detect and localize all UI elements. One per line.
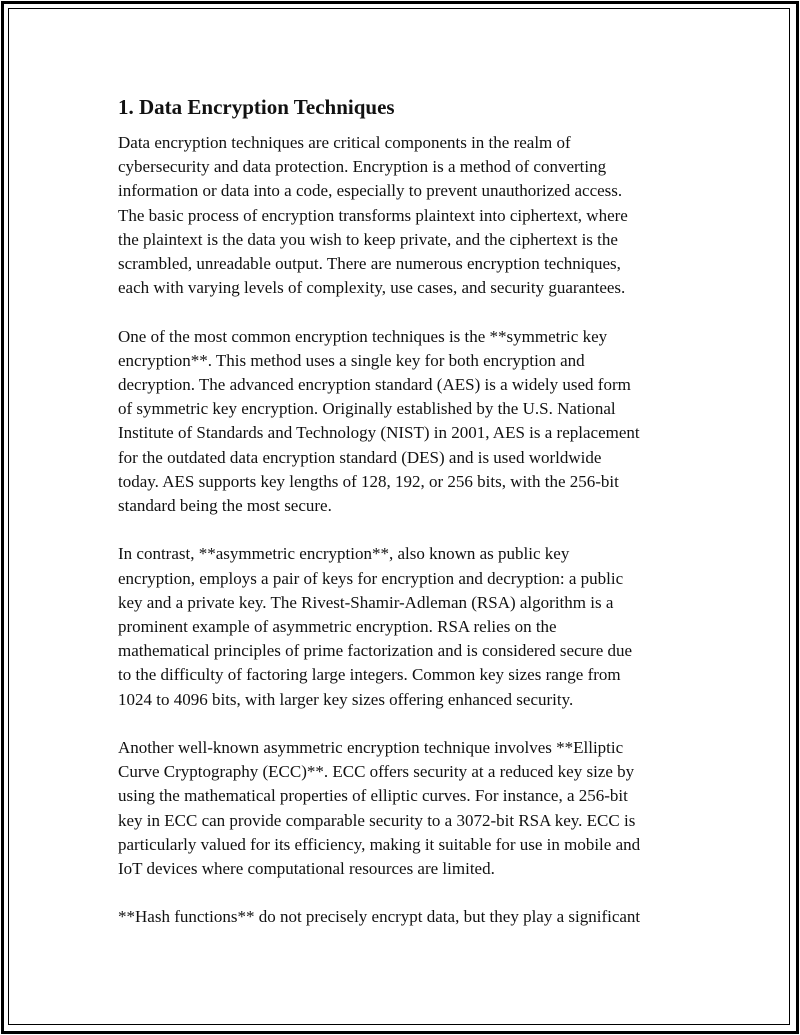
text-line: encryption, employs a pair of keys for encryption and decryption: a public [118, 568, 624, 588]
text-line: standard being the most secure. [118, 496, 332, 516]
text-line: the plaintext is the data you wish to keep private, and the ciphertext is the [118, 229, 618, 249]
text-line: today. AES supports key lengths of 128, 192, or 256 bits, with the 256-bit [118, 471, 619, 491]
text-line: each with varying levels of complexity, use cases, and security guarantees. [118, 278, 626, 298]
text-line: The basic process of encryption transforms plaintext into ciphertext, where [118, 205, 628, 225]
text-line: prominent example of asymmetric encryption. RSA relies on the [118, 617, 557, 637]
paragraph-ecc [118, 736, 698, 881]
text-line: Institute of Standards and Technology (NIST) in 2001, AES is a replacement [118, 423, 640, 443]
text-line: scrambled, unreadable output. There are numerous encryption techniques, [118, 254, 621, 274]
text-line: encryption**. This method uses a single key for both encryption and [118, 350, 585, 370]
text-line: cybersecurity and data protection. Encryption is a method of converting [118, 157, 607, 177]
text-line: of symmetric key encryption. Originally established by the U.S. National [118, 399, 616, 419]
text-line: particularly valued for its efficiency, making it suitable for use in mobile and [118, 834, 641, 854]
section-heading: 1. Data Encryption Techniques [118, 95, 395, 119]
text-line: for the outdated data encryption standard (DES) and is used worldwide [118, 447, 602, 467]
text-line: information or data into a code, especially to prevent unauthorized access. [118, 181, 623, 201]
text-line: mathematical principles of prime factorization and is considered secure due [118, 641, 633, 661]
paragraph-symmetric [118, 325, 698, 519]
text-line: Data encryption techniques are critical components in the realm of [118, 133, 571, 152]
text-line: **Hash functions** do not precisely encrypt data, but they play a significant [118, 907, 641, 927]
text-line: key in ECC can provide comparable security to a 3072-bit RSA key. ECC is [118, 810, 636, 830]
text-line: In contrast, **asymmetric encryption**, also known as public key [118, 544, 570, 564]
text-line: Another well-known asymmetric encryption technique involves **Elliptic [118, 738, 624, 758]
document-body [118, 94, 698, 954]
paragraph-intro [118, 131, 698, 300]
text-line: Curve Cryptography (ECC)**. ECC offers security at a reduced key size by [118, 762, 635, 782]
text-line: decryption. The advanced encryption standard (AES) is a widely used form [118, 375, 631, 395]
paragraph-asymmetric [118, 542, 698, 711]
text-line: 1024 to 4096 bits, with larger key sizes offering enhanced security. [118, 689, 574, 709]
text-line: One of the most common encryption techniques is the **symmetric key [118, 326, 608, 346]
text-line: key and a private key. The Rivest-Shamir-Adleman (RSA) algorithm is a [118, 592, 614, 612]
text-line: IoT devices where computational resources are limited. [118, 859, 495, 879]
paragraph-hash [118, 905, 698, 929]
text-line: using the mathematical properties of elliptic curves. For instance, a 256-bit [118, 786, 628, 806]
text-line: to the difficulty of factoring large integers. Common key sizes range from [118, 665, 621, 685]
